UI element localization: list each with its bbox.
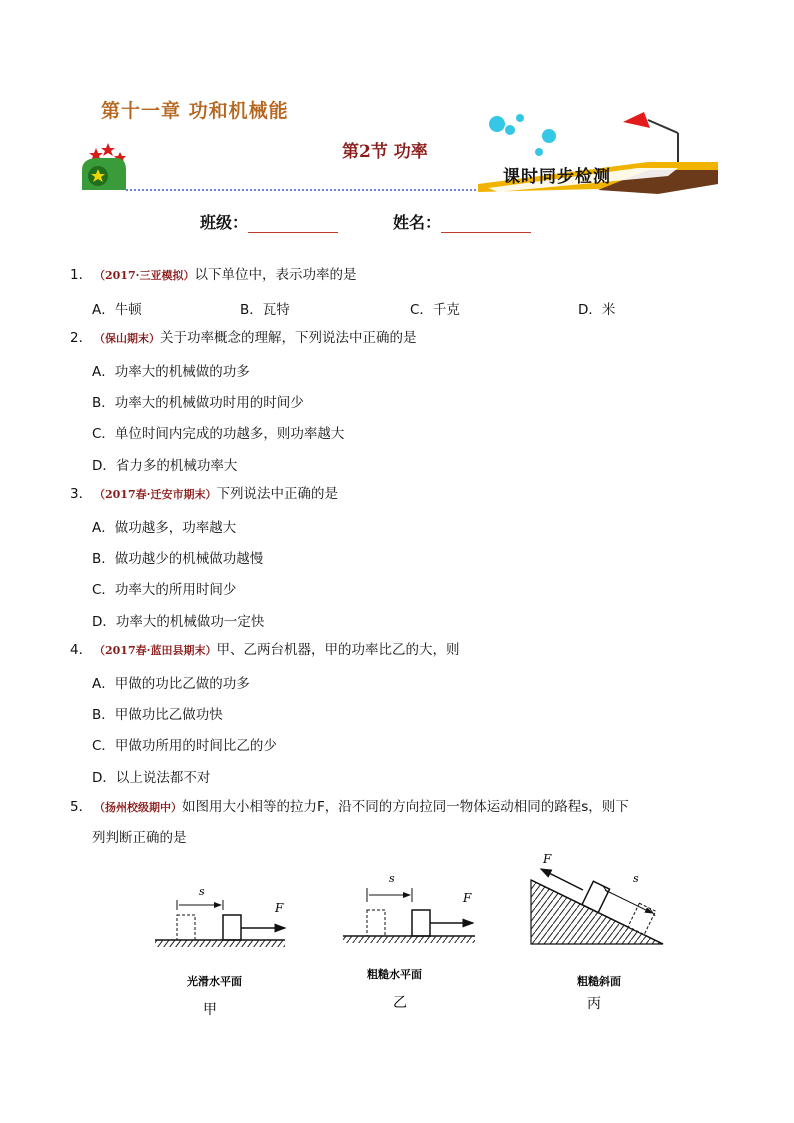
s-label: s [199, 885, 205, 898]
bubble-icon [489, 116, 505, 132]
option-d[interactable]: D．米 [578, 302, 616, 318]
class-field [200, 210, 338, 233]
option-a[interactable]: A．功率大的机械做的功多 [92, 364, 250, 380]
figure-jia [155, 885, 285, 1018]
name-label: 姓名： [393, 213, 442, 232]
f-label: F [275, 901, 284, 915]
figure-caption: 粗糙斜面 [577, 975, 621, 988]
figure-label: 乙 [393, 995, 407, 1011]
option-a[interactable]: A．甲做的功比乙做的功多 [92, 676, 250, 692]
question-text: 甲、乙两台机器，甲的功率比乙的大，则 [216, 642, 460, 658]
s-label: s [389, 872, 395, 885]
figure-label: 甲 [203, 1002, 217, 1018]
question-1 [70, 265, 356, 286]
question-number: 3． [70, 486, 93, 502]
option-c[interactable]: C．甲做功所用的时间比乙的少 [92, 738, 277, 754]
question-source: （2017春·迁安市期末） [94, 488, 217, 501]
figure-bing [531, 852, 663, 1012]
chapter-title: 第十一章 功和机械能 [101, 100, 289, 122]
f-label: F [543, 852, 552, 866]
question-text: 如图用大小相等的拉力F，沿不同的方向拉同一物体运动相同的路程s，则下 [182, 799, 629, 815]
question-text: 关于功率概念的理解，下列说法中正确的是 [160, 330, 417, 346]
class-label: 班级： [200, 213, 249, 232]
question-source: （扬州校级期中） [94, 801, 182, 814]
desk-lamp-icon [623, 112, 693, 166]
figure-caption: 粗糙水平面 [367, 968, 422, 981]
bubble-icon [535, 148, 543, 156]
question-1-options [0, 298, 794, 318]
figure-yi [343, 872, 475, 1011]
question-3 [70, 484, 338, 505]
option-c[interactable]: C．单位时间内完成的功越多，则功率越大 [92, 426, 345, 442]
question-source: （2017春·蓝田县期末） [94, 644, 217, 657]
question-2 [70, 328, 417, 349]
option-c[interactable]: C．功率大的所用时间少 [92, 582, 237, 598]
option-a[interactable]: A．做功越多，功率越大 [92, 520, 237, 536]
question-source: （保山期末） [94, 332, 160, 345]
class-blank[interactable] [248, 216, 338, 233]
option-a[interactable]: A．牛顿 [92, 302, 142, 318]
force-diagrams [145, 852, 685, 1020]
question-4 [70, 640, 459, 661]
option-b[interactable]: B．功率大的机械做功时用的时间少 [92, 395, 304, 411]
question-number: 1． [70, 267, 93, 283]
question-text-continued: 列判断正确的是 [92, 830, 187, 846]
option-b[interactable]: B．瓦特 [240, 302, 290, 318]
question-text: 以下单位中，表示功率的是 [194, 267, 357, 283]
s-label: s [633, 872, 639, 885]
bubble-icon [505, 125, 515, 135]
bubble-icon [516, 114, 524, 122]
name-blank[interactable] [441, 216, 531, 233]
section-title: 第2节 功率 [342, 142, 428, 162]
name-field [393, 210, 531, 233]
option-d[interactable]: D．省力多的机械功率大 [92, 458, 238, 474]
banner-label: 课时同步检测 [503, 167, 611, 187]
question-text: 下列说法中正确的是 [216, 486, 338, 502]
figure-caption: 光滑水平面 [187, 975, 242, 988]
bubble-icon [542, 129, 556, 143]
question-5 [70, 797, 629, 818]
option-b[interactable]: B．做功越少的机械做功越慢 [92, 551, 264, 567]
question-source: （2017·三亚模拟） [94, 269, 195, 282]
question-number: 4． [70, 642, 93, 658]
figure-label: 丙 [587, 996, 601, 1012]
option-c[interactable]: C．千克 [410, 302, 460, 318]
question-number: 5． [70, 799, 93, 815]
question-number: 2． [70, 330, 93, 346]
option-b[interactable]: B．甲做功比乙做功快 [92, 707, 223, 723]
option-d[interactable]: D．功率大的机械做功一定快 [92, 614, 265, 630]
f-label: F [463, 891, 472, 905]
option-d[interactable]: D．以上说法都不对 [92, 770, 211, 786]
